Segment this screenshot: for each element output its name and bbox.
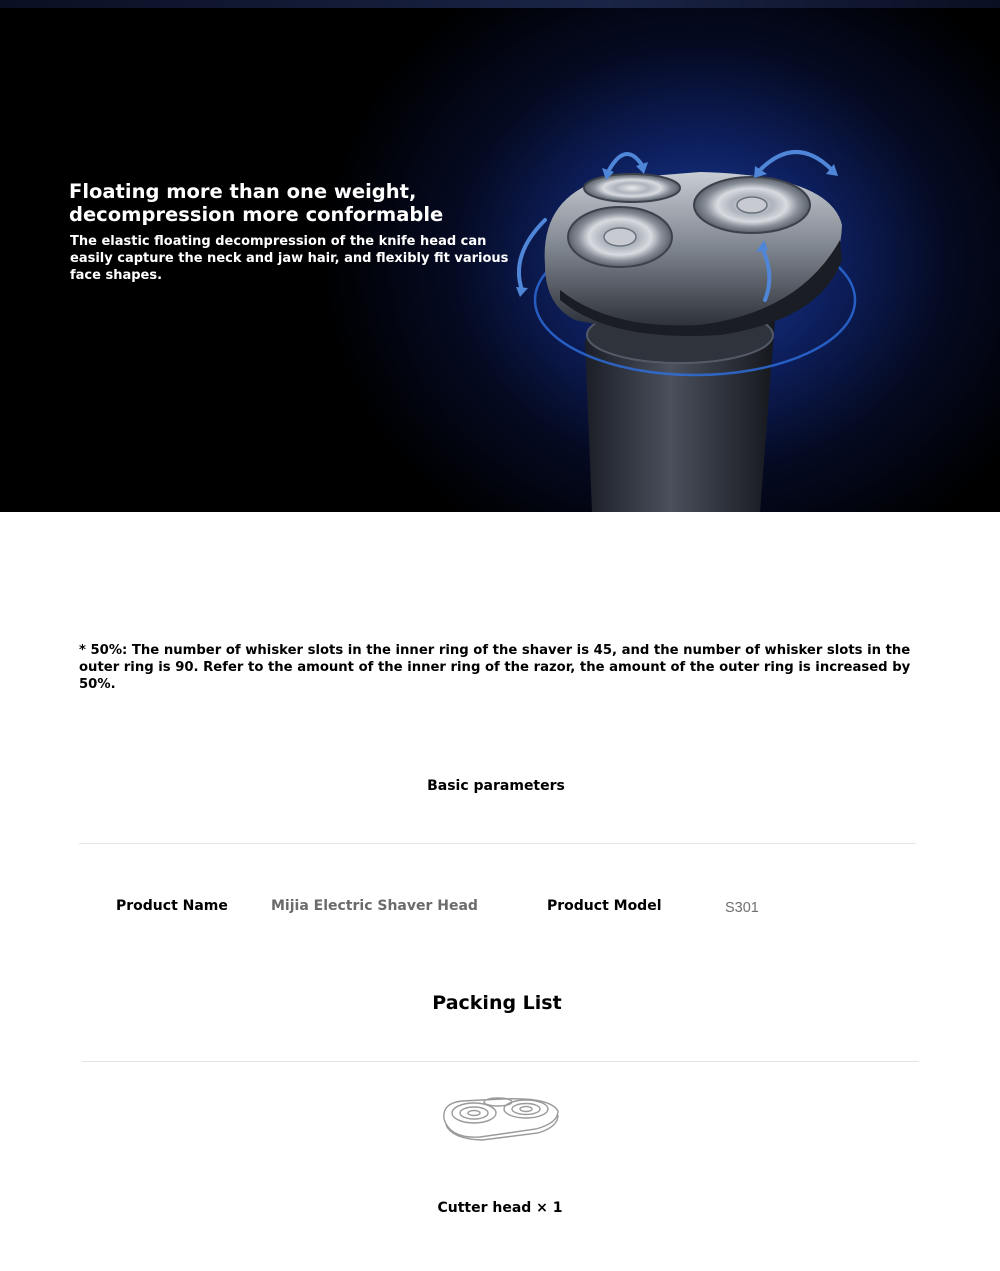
cutter-head-icon xyxy=(440,1093,562,1143)
basic-parameters-title: Basic parameters xyxy=(427,778,565,794)
packing-item-caption: Cutter head × 1 xyxy=(437,1200,563,1216)
packing-list-divider xyxy=(82,1061,919,1062)
packing-list-title: Packing List xyxy=(432,992,562,1014)
basic-parameters-divider xyxy=(79,843,916,844)
hero-subtitle: The elastic floating decompression of the knife head can easily capture the neck and jaw hair, and flexibly fit various face shapes. xyxy=(70,234,509,283)
product-name-label: Product Name xyxy=(116,898,228,914)
product-name-value: Mijia Electric Shaver Head xyxy=(271,898,478,914)
hero-title: Floating more than one weight, decompression more conformable xyxy=(69,180,444,226)
product-model-label: Product Model xyxy=(547,898,662,914)
footnote-text: * 50%: The number of whisker slots in the inner ring of the shaver is 45, and the number of whisker slots in the outer ring is 90. Refer to the amount of the inner ring of the razor, the amount of the outer ring is increased by 50%. xyxy=(79,643,911,692)
product-model-value: S301 xyxy=(725,900,759,916)
hero-banner xyxy=(0,0,1000,512)
